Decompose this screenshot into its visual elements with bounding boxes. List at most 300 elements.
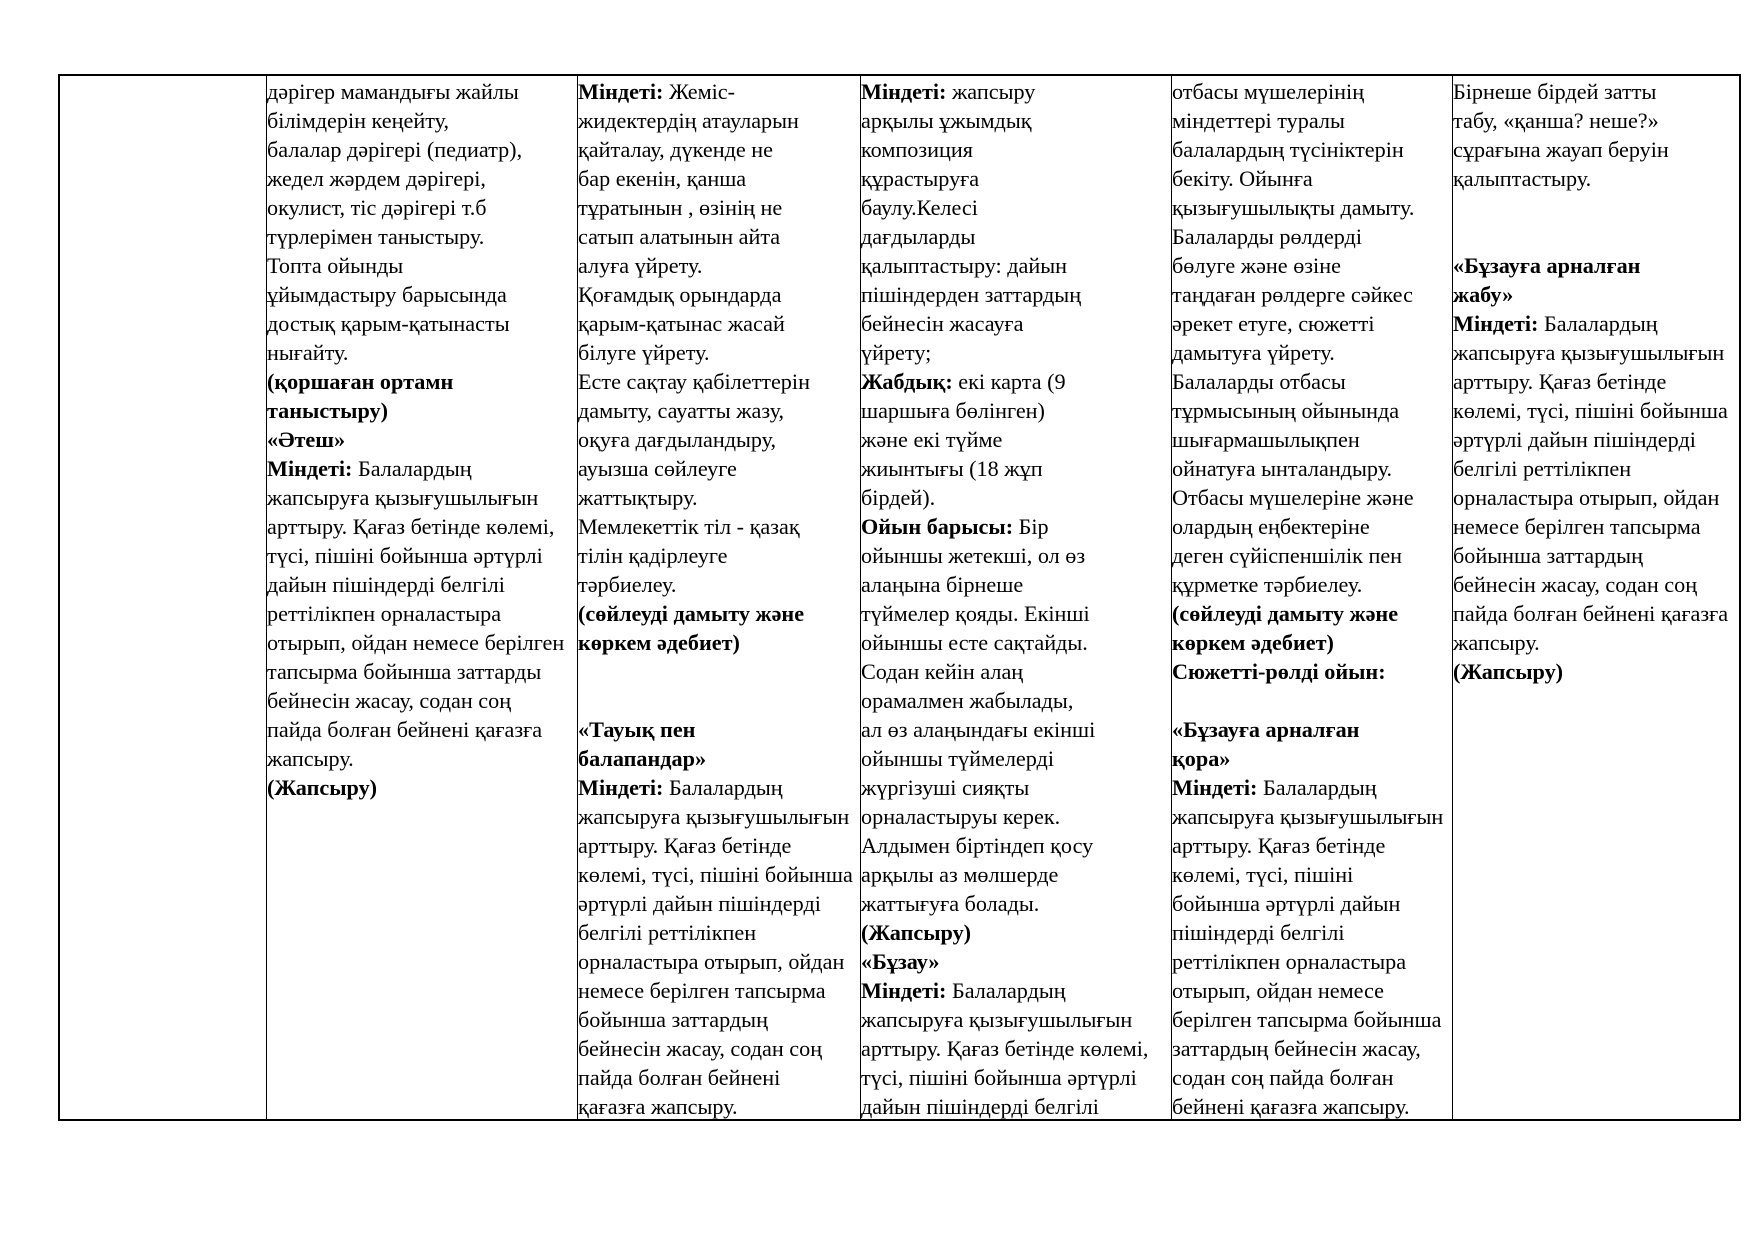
cell-text-line	[578, 135, 860, 164]
table-cell-col-2	[266, 76, 577, 1119]
cell-text-line	[861, 77, 1171, 106]
bold-text: көркем әдебиет)	[1172, 630, 1334, 655]
cell-text-line	[578, 744, 860, 773]
plain-text: Отбасы мүшелеріне және	[1172, 485, 1414, 510]
plain-text: құрметке тәрбиелеу.	[1172, 572, 1363, 597]
cell-text-line	[578, 918, 860, 947]
plain-text: әртүрлі дайын пішіндерді	[578, 891, 821, 916]
plain-text: бейнесін жасау, содан соң	[1453, 572, 1698, 597]
plain-text: тілін қадірлеуге	[578, 543, 728, 568]
plain-text: жаттығуға болады.	[861, 891, 1040, 916]
cell-text-line	[1172, 541, 1452, 570]
plain-text: әртүрлі дайын пішіндерді	[1453, 427, 1696, 452]
cell-text-line	[578, 251, 860, 280]
cell-text-line	[578, 193, 860, 222]
cell-text-line	[1172, 251, 1452, 280]
bold-text: Міндеті:	[1172, 775, 1258, 800]
plain-text: достық қарым-қатынасты	[267, 311, 510, 336]
cell-text-line	[267, 164, 577, 193]
bold-text: Міндеті:	[578, 775, 664, 800]
plain-text: жедел жәрдем дәрігері,	[267, 166, 486, 191]
cell-text-line	[267, 599, 577, 628]
plain-text: шығармашылықпен	[1172, 427, 1360, 452]
plain-text: Балаларды отбасы	[1172, 369, 1346, 394]
plain-text: арқылы ұжымдық	[861, 108, 1032, 133]
cell-text-line	[861, 483, 1171, 512]
plain-text: қарым-қатынас жасай	[578, 311, 785, 336]
plain-text: бейнені қағазға жапсыру.	[1172, 1094, 1410, 1119]
plain-text: пішіндерді белгілі	[1172, 920, 1345, 945]
plain-text: пайда болған бейнені қағазға	[267, 717, 543, 742]
cell-text-line	[267, 744, 577, 773]
plain-text: окулист, тіс дәрігері т.б	[267, 195, 487, 220]
cell-text-line	[861, 802, 1171, 831]
plain-text: шаршыға бөлінген)	[861, 398, 1045, 423]
bold-text: «Бұзауға арналған	[1172, 717, 1360, 742]
cell-text-line	[1453, 541, 1743, 570]
plain-text: жапсыру.	[267, 746, 354, 771]
plain-text: Балалардың	[946, 978, 1066, 1003]
cell-text-line	[1172, 570, 1452, 599]
cell-text-line	[1172, 1063, 1452, 1092]
cell-text-line	[578, 512, 860, 541]
cell-text-line	[267, 106, 577, 135]
cell-text-line	[1453, 425, 1743, 454]
cell-text-line	[861, 1063, 1171, 1092]
bold-text: (Жапсыру)	[861, 920, 972, 945]
plain-text: немесе берілген тапсырма	[578, 978, 826, 1003]
plain-text: көлемі, түсі, пішіні бойынша	[578, 862, 853, 887]
plain-text: көлемі, түсі, пішіні бойынша	[1453, 398, 1728, 423]
cell-text-line	[1453, 164, 1743, 193]
plain-text: ауызша сөйлеуге	[578, 456, 737, 481]
plain-text: бейнесін жасауға	[861, 311, 1024, 336]
plain-text: білуге үйрету.	[578, 340, 710, 365]
table-cell-col-6	[1452, 76, 1743, 1119]
plain-text: бекіту. Ойынға	[1172, 166, 1313, 191]
plain-text: үйрету;	[861, 340, 932, 365]
cell-text-line	[578, 1005, 860, 1034]
cell-text-line	[861, 338, 1171, 367]
cell-text-line	[578, 396, 860, 425]
cell-text-line	[1172, 454, 1452, 483]
plain-text: жүргізуші сияқты	[861, 775, 1030, 800]
plain-text: реттілікпен орналастыра	[1172, 949, 1407, 974]
cell-text-line	[1172, 947, 1452, 976]
cell-text-line	[1172, 628, 1452, 657]
plain-text: Жеміс-	[663, 79, 736, 104]
plain-text: орналастыра отырып, ойдан	[578, 949, 845, 974]
plain-text: ал өз алаңындағы екінші	[861, 717, 1096, 742]
plain-text: отбасы мүшелерінің	[1172, 79, 1365, 104]
plain-text: жиынтығы (18 жұп	[861, 456, 1043, 481]
plain-text: балалардың түсініктерін	[1172, 137, 1404, 162]
plain-text: заттардың бейнесін жасау,	[1172, 1036, 1421, 1061]
cell-text-line	[578, 367, 860, 396]
cell-text-line	[578, 686, 860, 715]
cell-text-line	[1172, 773, 1452, 802]
cell-text-line	[861, 425, 1171, 454]
cell-text-line	[267, 628, 577, 657]
cell-text-line	[861, 454, 1171, 483]
bold-text: қора»	[1172, 746, 1231, 771]
cell-text-line	[267, 657, 577, 686]
cell-text-line	[1172, 164, 1452, 193]
cell-text-line	[861, 889, 1171, 918]
cell-text-line	[861, 106, 1171, 135]
plain-text: Балалардың	[663, 775, 783, 800]
cell-text-line	[861, 657, 1171, 686]
plain-text: екі карта (9	[952, 369, 1066, 394]
cell-text-line	[578, 947, 860, 976]
bold-text: (қоршаған ортамн	[267, 369, 454, 394]
cell-text-line	[267, 135, 577, 164]
cell-text-line	[861, 396, 1171, 425]
cell-text-line	[267, 425, 577, 454]
cell-text-line	[861, 570, 1171, 599]
plain-text: сатып алатынын айта	[578, 224, 781, 249]
plain-text: пішіндерден заттардың	[861, 282, 1082, 307]
cell-text-line	[861, 947, 1171, 976]
cell-text-line	[1453, 454, 1743, 483]
plain-text: дайын пішіндерді белгілі	[861, 1094, 1099, 1119]
cell-text-line	[578, 773, 860, 802]
bold-text: көркем әдебиет)	[578, 630, 740, 655]
plain-text: қайталау, дүкенде не	[578, 137, 774, 162]
bold-text: (Жапсыру)	[267, 775, 378, 800]
cell-text-line	[578, 106, 860, 135]
cell-text-line	[267, 570, 577, 599]
cell-text-line	[861, 251, 1171, 280]
bold-text: Міндеті:	[861, 978, 947, 1003]
cell-text-line	[1172, 425, 1452, 454]
cell-text-line	[1172, 599, 1452, 628]
plain-text: бар екенін, қанша	[578, 166, 747, 191]
cell-text-line	[267, 280, 577, 309]
table-cell-col-1	[60, 76, 266, 1119]
plain-text: орналастыра отырып, ойдан	[1453, 485, 1720, 510]
plain-text: білімдерін кеңейту,	[267, 108, 450, 133]
cell-text-line	[578, 628, 860, 657]
plain-text: арқылы аз мөлшерде	[861, 862, 1059, 887]
cell-text-line	[578, 483, 860, 512]
plain-text: жапсыруға қызығушылығын	[1453, 340, 1725, 365]
cell-text-line	[578, 831, 860, 860]
plain-text: тұратынын , өзінің не	[578, 195, 783, 220]
plain-text: Қоғамдық орындарда	[578, 282, 782, 307]
cell-text-line	[578, 599, 860, 628]
plain-text: сұрағына жауап беруін	[1453, 137, 1669, 162]
table-cell-col-3	[577, 76, 860, 1119]
bold-text: «Бұзауға арналған	[1453, 253, 1641, 278]
cell-text-line	[1172, 396, 1452, 425]
cell-text-line	[861, 164, 1171, 193]
plain-text: композиция	[861, 137, 973, 162]
plain-text: нығайту.	[267, 340, 349, 365]
cell-text-line	[267, 715, 577, 744]
cell-text-line	[1453, 570, 1743, 599]
plain-text: міндеттері туралы	[1172, 108, 1345, 133]
cell-text-line	[578, 715, 860, 744]
cell-text-line	[861, 599, 1171, 628]
plain-text: тапсырма бойынша заттарды	[267, 659, 542, 684]
bold-text: Ойын барысы:	[861, 514, 1014, 539]
plain-text: орналастыруы керек.	[861, 804, 1061, 829]
plain-text: Топта ойынды	[267, 253, 404, 278]
plain-text: бейнесін жасау, содан соң	[267, 688, 512, 713]
plain-text: отырып, ойдан немесе берілген	[267, 630, 565, 655]
cell-text-line	[267, 512, 577, 541]
bold-text: «Тауық пен	[578, 717, 696, 742]
cell-text-line	[861, 1034, 1171, 1063]
cell-text-line	[578, 889, 860, 918]
cell-text-line	[1453, 396, 1743, 425]
plain-text: түймелер қояды. Екінші	[861, 601, 1090, 626]
bold-text: Міндеті:	[1453, 311, 1539, 336]
cell-text-line	[267, 309, 577, 338]
plain-text: белгілі реттілікпен	[578, 920, 757, 945]
cell-text-line	[578, 1063, 860, 1092]
plain-text: дайын пішіндерді белгілі	[267, 572, 505, 597]
plain-text: құрастыруға	[861, 166, 980, 191]
cell-text-line	[861, 715, 1171, 744]
cell-text-line	[267, 222, 577, 251]
plain-text: бейнесін жасау, содан соң	[578, 1036, 823, 1061]
cell-text-line	[267, 483, 577, 512]
plain-text: содан соң пайда болған	[1172, 1065, 1394, 1090]
plain-text: арттыру. Қағаз бетінде көлемі,	[267, 514, 555, 539]
cell-text-line	[861, 860, 1171, 889]
plain-text: олардың еңбектеріне	[1172, 514, 1370, 539]
plain-text: немесе берілген тапсырма	[1453, 514, 1701, 539]
cell-text-line	[1172, 280, 1452, 309]
cell-text-line	[267, 541, 577, 570]
cell-text-line	[1453, 338, 1743, 367]
bold-text: Сюжетті-рөлді ойын:	[1172, 659, 1386, 684]
cell-text-line	[861, 367, 1171, 396]
plain-text: пайда болған бейнені	[578, 1065, 781, 1090]
plain-text: таңдаған рөлдерге сәйкес	[1172, 282, 1413, 307]
plain-text: бойынша заттардың	[1453, 543, 1643, 568]
cell-text-line	[1172, 135, 1452, 164]
bold-text: Міндеті:	[578, 79, 664, 104]
plain-text: жапсыру.	[1453, 630, 1540, 655]
cell-text-line	[578, 541, 860, 570]
cell-text-line	[1453, 309, 1743, 338]
bold-text: «Бұзау»	[861, 949, 940, 974]
plain-text: жапсыруға қызығушылығын	[267, 485, 539, 510]
plain-text: Балалардың	[1538, 311, 1658, 336]
cell-text-line	[861, 222, 1171, 251]
cell-text-line	[267, 367, 577, 396]
plain-text: Мемлекеттік тіл - қазақ	[578, 514, 800, 539]
bold-text: таныстыру)	[267, 398, 388, 423]
cell-text-line	[267, 773, 577, 802]
plain-text: бойынша заттардың	[578, 1007, 768, 1032]
cell-text-line	[1453, 77, 1743, 106]
plain-text: бойынша әртүрлі дайын	[1172, 891, 1401, 916]
plain-text: тұрмысының ойынында	[1172, 398, 1400, 423]
cell-text-line	[578, 309, 860, 338]
cell-text-line	[1172, 918, 1452, 947]
bold-text: Міндеті:	[267, 456, 353, 481]
cell-text-line	[861, 135, 1171, 164]
bold-text: (сөйлеуді дамыту және	[578, 601, 805, 626]
plain-text: түсі, пішіні бойынша әртүрлі	[861, 1065, 1137, 1090]
plain-text: бөлуге және өзіне	[1172, 253, 1341, 278]
cell-text-line	[1453, 135, 1743, 164]
cell-text-line	[1453, 628, 1743, 657]
bold-text: балапандар»	[578, 746, 707, 771]
plain-text: Балаларды рөлдерді	[1172, 224, 1363, 249]
plain-text: реттілікпен орналастыра	[267, 601, 502, 626]
plain-text: ойыншы есте сақтайды.	[861, 630, 1088, 655]
plain-text: көлемі, түсі, пішіні	[1172, 862, 1354, 887]
cell-text-line	[861, 541, 1171, 570]
plain-text: ойнатуға ынталандыру.	[1172, 456, 1393, 481]
plain-text: қалыптастыру: дайын	[861, 253, 1068, 278]
cell-text-line	[1453, 106, 1743, 135]
cell-text-line	[861, 512, 1171, 541]
bold-text: Міндеті:	[861, 79, 947, 104]
plain-text: табу, «қанша? неше?»	[1453, 108, 1659, 133]
cell-text-line	[1172, 483, 1452, 512]
plain-text: ойыншы түймелерді	[861, 746, 1055, 771]
plain-text: қағазға жапсыру.	[578, 1094, 738, 1119]
cell-text-line	[1453, 367, 1743, 396]
plain-text: Балалардың	[352, 456, 472, 481]
cell-text-line	[861, 193, 1171, 222]
cell-text-line	[861, 831, 1171, 860]
cell-text-line	[861, 918, 1171, 947]
cell-text-line	[861, 309, 1171, 338]
cell-text-line	[267, 454, 577, 483]
document-table	[58, 74, 1741, 1121]
plain-text: деген сүйіспеншілік пен	[1172, 543, 1403, 568]
cell-text-line	[267, 338, 577, 367]
cell-text-line	[1172, 1005, 1452, 1034]
cell-text-line	[578, 338, 860, 367]
plain-text: дамыту, сауатты жазу,	[578, 398, 785, 423]
plain-text: дамытуға үйрету.	[1172, 340, 1335, 365]
cell-text-line	[1172, 222, 1452, 251]
cell-text-line	[578, 570, 860, 599]
cell-text-line	[578, 802, 860, 831]
plain-text: жапсыруға қызығушылығын	[861, 1007, 1133, 1032]
cell-text-line	[578, 1034, 860, 1063]
plain-text: балалар дәрігері (педиатр),	[267, 137, 523, 162]
plain-text: түсі, пішіні бойынша әртүрлі	[267, 543, 543, 568]
cell-text-line	[267, 396, 577, 425]
cell-text-line	[1453, 512, 1743, 541]
plain-text: баулу.Келесі	[861, 195, 978, 220]
plain-text: Алдымен біртіндеп қосу	[861, 833, 1094, 858]
cell-text-line	[1172, 831, 1452, 860]
plain-text: белгілі реттілікпен	[1453, 456, 1632, 481]
cell-text-line	[1172, 193, 1452, 222]
plain-text: орамалмен жабылады,	[861, 688, 1074, 713]
bold-text: (Жапсыру)	[1453, 659, 1564, 684]
cell-text-line	[1453, 280, 1743, 309]
plain-text: отырып, ойдан немесе	[1172, 978, 1385, 1003]
plain-text: оқуға дағдыландыру,	[578, 427, 777, 452]
cell-text-line	[578, 657, 860, 686]
plain-text: арттыру. Қағаз бетінде	[578, 833, 792, 858]
bold-text: Жабдық:	[861, 369, 953, 394]
plain-text: Бір	[1013, 514, 1049, 539]
cell-text-line	[1172, 338, 1452, 367]
cell-text-line	[578, 77, 860, 106]
plain-text: бірдей).	[861, 485, 936, 510]
plain-text: жапсыру	[946, 79, 1036, 104]
plain-text: арттыру. Қағаз бетінде көлемі,	[861, 1036, 1149, 1061]
cell-text-line	[1453, 483, 1743, 512]
plain-text: алуға үйрету.	[578, 253, 703, 278]
table-cell-col-4	[860, 76, 1171, 1119]
cell-text-line	[1172, 77, 1452, 106]
cell-text-line	[578, 280, 860, 309]
cell-text-line	[267, 686, 577, 715]
cell-text-line	[1172, 715, 1452, 744]
cell-text-line	[267, 251, 577, 280]
plain-text: арттыру. Қағаз бетінде	[1453, 369, 1667, 394]
cell-text-line	[861, 1092, 1171, 1119]
cell-text-line	[578, 1092, 860, 1119]
cell-text-line	[578, 425, 860, 454]
cell-text-line	[1172, 367, 1452, 396]
cell-text-line	[1172, 309, 1452, 338]
cell-text-line	[861, 628, 1171, 657]
bold-text: «Әтеш»	[267, 427, 346, 452]
cell-text-line	[1453, 599, 1743, 628]
plain-text: берілген тапсырма бойынша	[1172, 1007, 1442, 1032]
table-cell-col-5	[1171, 76, 1452, 1119]
cell-text-line	[1172, 744, 1452, 773]
plain-text: ұйымдастыру барысында	[267, 282, 507, 307]
plain-text: ойыншы жетекші, ол өз	[861, 543, 1086, 568]
cell-text-line	[861, 1005, 1171, 1034]
cell-text-line	[578, 976, 860, 1005]
plain-text: Балалардың	[1257, 775, 1377, 800]
plain-text: әрекет етуге, сюжетті	[1172, 311, 1375, 336]
cell-text-line	[1453, 222, 1743, 251]
cell-text-line	[578, 860, 860, 889]
cell-text-line	[1172, 106, 1452, 135]
plain-text: дағдыларды	[861, 224, 976, 249]
cell-text-line	[578, 454, 860, 483]
plain-text: алаңына бірнеше	[861, 572, 1024, 597]
cell-text-line	[861, 280, 1171, 309]
cell-text-line	[1172, 657, 1452, 686]
cell-text-line	[1172, 686, 1452, 715]
bold-text: жабу»	[1453, 282, 1514, 307]
plain-text: жапсыруға қызығушылығын	[578, 804, 850, 829]
plain-text: дәрігер мамандығы жайлы	[267, 79, 519, 104]
cell-text-line	[1172, 1092, 1452, 1119]
cell-text-line	[861, 744, 1171, 773]
plain-text: Есте сақтау қабілеттерін	[578, 369, 810, 394]
cell-text-line	[1453, 251, 1743, 280]
plain-text: жидектердің атауларын	[578, 108, 799, 133]
cell-text-line	[861, 686, 1171, 715]
cell-text-line	[1172, 976, 1452, 1005]
plain-text: Содан кейін алаң	[861, 659, 1024, 684]
plain-text: қалыптастыру.	[1453, 166, 1592, 191]
bold-text: (сөйлеуді дамыту және	[1172, 601, 1399, 626]
plain-text: және екі түйме	[861, 427, 1003, 452]
cell-text-line	[1172, 512, 1452, 541]
cell-text-line	[578, 164, 860, 193]
